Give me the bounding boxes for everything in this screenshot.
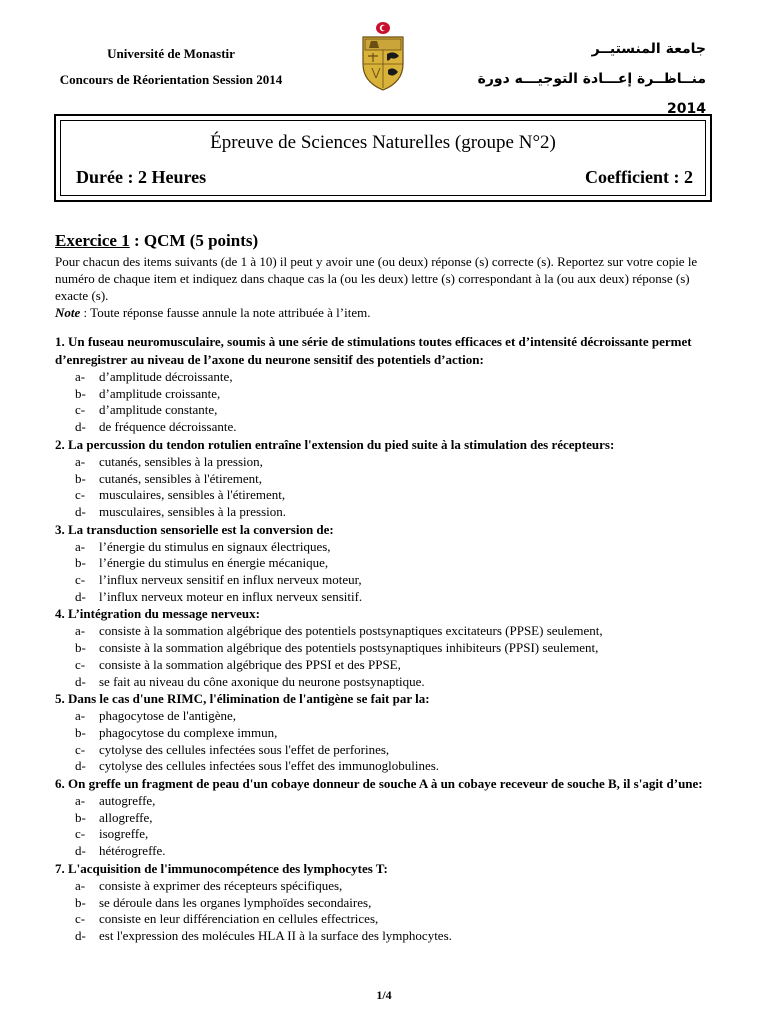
- answer-option: [75, 572, 725, 589]
- option-text: musculaires, sensibles à l'étirement,: [99, 487, 286, 503]
- option-text: phagocytose du complexe immun,: [99, 724, 278, 740]
- exercise-section: [55, 230, 725, 945]
- answer-option: [75, 589, 725, 606]
- page-number: 1/4: [376, 988, 392, 1002]
- option-text: l’énergie du stimulus en énergie mécanique,: [99, 555, 329, 571]
- option-letter: d-: [75, 758, 86, 774]
- option-list: [55, 878, 725, 945]
- option-text: de fréquence décroissante.: [99, 419, 237, 435]
- coat-of-arms-icon: [358, 20, 408, 92]
- university-name-ar: جامعة المنستيــر: [591, 41, 706, 57]
- question-text: 2. La percussion du tendon rotulien entraîne l'extension du pied suite à la stimulation des récepteurs:: [55, 436, 615, 452]
- option-letter: b-: [75, 809, 86, 825]
- option-text: l’influx nerveux moteur en influx nerveux sensitif.: [99, 588, 363, 604]
- question-list: [55, 333, 725, 945]
- option-letter: a-: [75, 877, 86, 893]
- option-text: consiste à la sommation algébrique des PPSI et des PPSE,: [99, 656, 401, 672]
- question-item: [55, 605, 725, 690]
- answer-option: [75, 758, 725, 775]
- answer-option: [75, 402, 725, 419]
- answer-option: [75, 471, 725, 488]
- exam-title-inner-border: [60, 120, 706, 196]
- question-text: 6. On greffe un fragment de peau d'un cobaye donneur de souche A à un cobaye receveur de souche B, il s'agit d’une:: [55, 776, 703, 792]
- exam-duration: Durée : 2 Heures: [76, 167, 207, 187]
- option-letter: a-: [75, 369, 86, 384]
- option-text: est l'expression des molécules HLA II à la surface des lymphocytes.: [99, 927, 452, 943]
- option-text: cytolyse des cellules infectées sous l'effet des immunoglobulines.: [99, 758, 440, 774]
- option-letter: a-: [75, 793, 86, 809]
- session-name: Concours de Réorientation Session 2014: [59, 72, 283, 87]
- answer-option: [75, 742, 725, 759]
- option-letter: a-: [75, 708, 86, 724]
- option-list: [55, 539, 725, 606]
- option-text: d’amplitude décroissante,: [99, 369, 233, 384]
- option-list: [55, 793, 725, 860]
- option-letter: d-: [75, 673, 86, 689]
- option-letter: c-: [75, 572, 86, 588]
- exam-title-box: [54, 114, 712, 202]
- option-letter: a-: [75, 538, 86, 554]
- question-item: [55, 436, 725, 521]
- session-name-ar: منــاظــرة إعـــادة التوجيـــه دورة 2014: [477, 71, 706, 117]
- answer-option: [75, 826, 725, 843]
- option-letter: d-: [75, 843, 86, 859]
- answer-option: [75, 539, 725, 556]
- answer-option: [75, 793, 725, 810]
- option-text: l’influx nerveux sensitif en influx nerveux moteur,: [99, 572, 362, 588]
- exam-coefficient: Coefficient : 2: [585, 167, 693, 187]
- exercise-note: [55, 304, 725, 321]
- question-item: [55, 775, 725, 860]
- answer-option: [75, 878, 725, 895]
- option-text: isogreffe,: [99, 826, 149, 842]
- note-text: : Toute réponse fausse annule la note attribuée à l’item.: [80, 305, 371, 320]
- option-letter: c-: [75, 741, 86, 757]
- option-text: hétérogreffe.: [99, 843, 166, 859]
- option-text: autogreffe,: [99, 793, 156, 809]
- option-letter: b-: [75, 724, 86, 740]
- question-item: [55, 521, 725, 606]
- option-list: [55, 369, 725, 436]
- answer-option: [75, 640, 725, 657]
- answer-option: [75, 623, 725, 640]
- question-item: [55, 690, 725, 775]
- answer-option: [75, 487, 725, 504]
- option-text: musculaires, sensibles à la pression.: [99, 503, 287, 519]
- question-text: 7. L'acquisition de l'immunocompétence des lymphocytes T:: [55, 860, 388, 876]
- option-list: [55, 623, 725, 690]
- option-letter: d-: [75, 419, 86, 435]
- answer-option: [75, 895, 725, 912]
- answer-option: [75, 928, 725, 945]
- answer-option: [75, 674, 725, 691]
- answer-option: [75, 419, 725, 436]
- option-letter: d-: [75, 927, 86, 943]
- option-letter: c-: [75, 402, 86, 418]
- question-item: [55, 860, 725, 945]
- option-letter: a-: [75, 453, 86, 469]
- answer-option: [75, 657, 725, 674]
- option-text: consiste en leur différenciation en cellules effectrices,: [99, 911, 379, 927]
- university-name: Université de Monastir: [107, 46, 235, 61]
- option-letter: c-: [75, 826, 86, 842]
- exam-title: Épreuve de Sciences Naturelles (groupe N°2): [210, 132, 556, 153]
- question-text: 4. L’intégration du message nerveux:: [55, 606, 260, 622]
- option-letter: b-: [75, 470, 86, 486]
- question-item: [55, 333, 725, 436]
- option-text: l’énergie du stimulus en signaux électriques,: [99, 538, 331, 554]
- option-letter: d-: [75, 503, 86, 519]
- option-letter: d-: [75, 588, 86, 604]
- option-letter: b-: [75, 555, 86, 571]
- option-text: se fait au niveau du cône axonique du neurone postsynaptique.: [99, 673, 425, 689]
- option-text: cutanés, sensibles à la pression,: [99, 453, 263, 469]
- question-text: 5. Dans le cas d'une RIMC, l'élimination de l'antigène se fait par la:: [55, 691, 430, 707]
- note-label: Note: [55, 305, 81, 320]
- option-letter: c-: [75, 656, 86, 672]
- answer-option: [75, 911, 725, 928]
- option-text: consiste à la sommation algébrique des potentiels postsynaptiques inhibiteurs (PPSI) seulement,: [99, 640, 599, 656]
- option-text: cutanés, sensibles à l'étirement,: [99, 470, 262, 486]
- exercise-instructions: Pour chacun des items suivants (de 1 à 10) il peut y avoir une (ou deux) réponse (s) correcte (s). Reportez sur votre copie le numéro de chaque item et indiquez dans chaque cas la (ou les deux) lettre (s) correspondant à la (ou aux deux) réponse (s) exacte (s).: [55, 254, 698, 303]
- option-text: consiste à exprimer des récepteurs spécifiques,: [99, 877, 343, 893]
- option-text: phagocytose de l'antigène,: [99, 708, 236, 724]
- option-list: [55, 708, 725, 775]
- option-text: allogreffe,: [99, 809, 153, 825]
- answer-option: [75, 725, 725, 742]
- header-right: [446, 34, 706, 124]
- option-letter: c-: [75, 911, 86, 927]
- answer-option: [75, 555, 725, 572]
- option-list: [55, 454, 725, 521]
- question-text: 1. Un fuseau neuromusculaire, soumis à une série de stimulations toutes efficaces et d’intensité décroissante permet d’enregistrer au niveau de l’axone du neurone sensitif des potentiels d’action:: [55, 334, 692, 367]
- answer-option: [75, 708, 725, 725]
- option-text: cytolyse des cellules infectées sous l'effet de perforines,: [99, 741, 390, 757]
- answer-option: [75, 810, 725, 827]
- option-text: d’amplitude croissante,: [99, 385, 221, 401]
- question-text: 3. La transduction sensorielle est la conversion de:: [55, 521, 334, 537]
- option-text: se déroule dans les organes lymphoïdes secondaires,: [99, 894, 372, 910]
- header-left: [26, 41, 316, 93]
- exercise-heading: [55, 230, 725, 252]
- answer-option: [75, 504, 725, 521]
- exercise-title: : QCM (5 points): [129, 231, 259, 250]
- option-letter: a-: [75, 623, 86, 639]
- option-text: d’amplitude constante,: [99, 402, 218, 418]
- exercise-label: Exercice 1: [55, 231, 130, 250]
- answer-option: [75, 369, 725, 386]
- option-text: consiste à la sommation algébrique des potentiels postsynaptiques excitateurs (PPSE) seulement,: [99, 623, 603, 639]
- option-letter: c-: [75, 487, 86, 503]
- answer-option: [75, 386, 725, 403]
- option-letter: b-: [75, 640, 86, 656]
- option-letter: b-: [75, 385, 86, 401]
- option-letter: b-: [75, 894, 86, 910]
- answer-option: [75, 454, 725, 471]
- answer-option: [75, 843, 725, 860]
